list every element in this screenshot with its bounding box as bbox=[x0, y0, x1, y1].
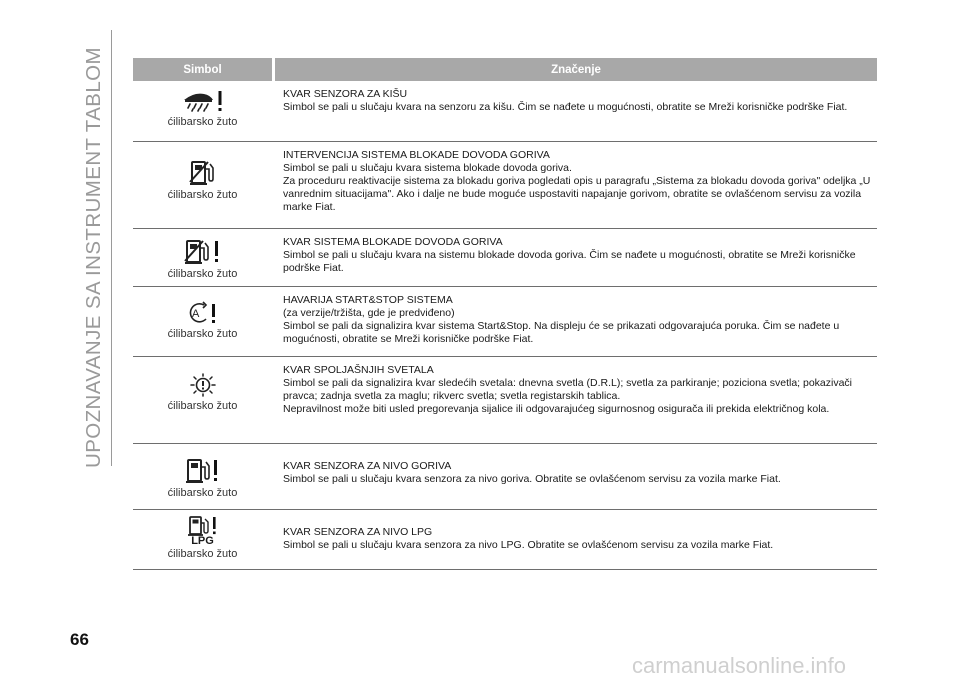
symbol-color-label: ćilibarsko žuto bbox=[167, 189, 238, 201]
symbol-cell bbox=[133, 444, 272, 509]
symbol-color-label: ćilibarsko žuto bbox=[167, 328, 238, 340]
row-title: KVAR SENZORA ZA NIVO GORIVA bbox=[283, 460, 452, 472]
page-number: 66 bbox=[70, 630, 89, 649]
symbol-cell bbox=[133, 142, 272, 228]
meaning-cell bbox=[275, 444, 877, 509]
lpg-icon-text: LPG bbox=[191, 535, 214, 547]
meaning-cell bbox=[275, 229, 877, 286]
start-stop-icon-letter: A bbox=[191, 308, 199, 320]
meaning-cell bbox=[275, 81, 877, 141]
table-row bbox=[133, 81, 877, 142]
table-row bbox=[133, 444, 877, 510]
row-text: Simbol se pali da signalizira kvar sledećih svetala: dnevna svetla (D.R.L); svetla za parkiranje; poziciona svetla; pokazivači pravca; zadnja svetla za maglu; rikverc svetla; svetla registarskih tablica. bbox=[283, 377, 853, 402]
fuel-cutoff-icon bbox=[188, 160, 218, 186]
symbol-color-label: ćilibarsko žuto bbox=[167, 400, 238, 412]
table-row bbox=[133, 287, 877, 357]
meaning-cell bbox=[275, 510, 877, 569]
symbol-cell bbox=[133, 287, 272, 356]
symbol-cell bbox=[133, 81, 272, 141]
row-text: Simbol se pali u slučaju kvara na sistemu blokade dovoda goriva. Čim se nađete u mogućnosti, obratite se Mreži korisničke podrške Fiat. bbox=[283, 249, 856, 274]
row-text: (za verzije/tržišta, gde je predviđeno) bbox=[283, 307, 455, 319]
symbol-color-label: ćilibarsko žuto bbox=[167, 487, 238, 499]
lpg-level-sensor-warning-icon bbox=[187, 516, 219, 536]
table-row bbox=[133, 229, 877, 287]
table-row bbox=[133, 510, 877, 570]
header-symbol: Simbol bbox=[133, 58, 272, 81]
row-text: Simbol se pali u slučaju kvara senzora za nivo LPG. Obratite se ovlašćenom servisu za vozila marke Fiat. bbox=[283, 539, 774, 551]
symbol-cell bbox=[133, 229, 272, 286]
table-header bbox=[133, 58, 877, 81]
side-title: UPOZNAVANJE SA INSTRUMENT TABLOM bbox=[82, 47, 105, 468]
row-text: Simbol se pali u slučaju kvara na senzoru za kišu. Čim se nađete u mogućnosti, obratite se Mreži korisničke podrške Fiat. bbox=[283, 101, 848, 113]
side-divider bbox=[111, 30, 112, 466]
row-text: Simbol se pali u slučaju kvara sistema blokade dovoda goriva. bbox=[283, 162, 572, 174]
symbol-color-label: ćilibarsko žuto bbox=[167, 548, 238, 560]
symbol-cell bbox=[133, 357, 272, 443]
meaning-cell bbox=[275, 357, 877, 443]
symbol-color-label: ćilibarsko žuto bbox=[167, 116, 238, 128]
symbol-color-label: ćilibarsko žuto bbox=[167, 268, 238, 280]
meaning-cell bbox=[275, 287, 877, 356]
exterior-light-failure-icon bbox=[187, 373, 219, 397]
rain-sensor-warning-icon bbox=[180, 89, 226, 113]
fuel-cutoff-warning-icon bbox=[183, 239, 223, 265]
meaning-cell bbox=[275, 142, 877, 228]
watermark-text: carmanualsonline.info bbox=[632, 653, 847, 678]
warning-lights-table bbox=[133, 58, 877, 570]
row-title: KVAR SENZORA ZA NIVO LPG bbox=[283, 526, 433, 538]
row-title: KVAR SENZORA ZA KIŠU bbox=[283, 88, 408, 100]
start-stop-warning-icon bbox=[186, 301, 220, 325]
symbol-cell bbox=[133, 510, 272, 569]
table-row bbox=[133, 357, 877, 444]
row-text: Za proceduru reaktivacije sistema za blokadu goriva pogledati opis u paragrafu „Sistema za blokadu dovoda goriva" odeljka „U vanrednim situacijama". Ako i dalje ne bude moguće uspostaviti napajanje gorivom, obratite se ovlašćenom servisu za vozila marke Fiat. bbox=[283, 175, 871, 213]
fuel-level-sensor-warning-icon bbox=[185, 458, 221, 484]
row-title: INTERVENCIJA SISTEMA BLOKADE DOVODA GORIVA bbox=[283, 149, 550, 161]
row-text: Simbol se pali u slučaju kvara senzora za nivo goriva. Obratite se ovlašćenom servisu za vozila marke Fiat. bbox=[283, 473, 781, 485]
row-title: HAVARIJA START&STOP SISTEMA bbox=[283, 294, 453, 306]
row-text: Nepravilnost može biti usled pregorevanja sijalice ili odgovarajućeg sigurnosnog osigurača ili prekida električnog kola. bbox=[283, 403, 830, 415]
header-meaning: Značenje bbox=[275, 58, 877, 81]
row-title: KVAR SPOLJAŠNJIH SVETALA bbox=[283, 364, 434, 376]
row-title: KVAR SISTEMA BLOKADE DOVODA GORIVA bbox=[283, 236, 503, 248]
table-row bbox=[133, 142, 877, 229]
row-text: Simbol se pali da signalizira kvar sistema Start&Stop. Na displeju će se prikazati odgovarajuća poruka. Čim se nađete u mogućnosti, obratite se Mreži korisničke podrške Fiat. bbox=[283, 320, 840, 345]
